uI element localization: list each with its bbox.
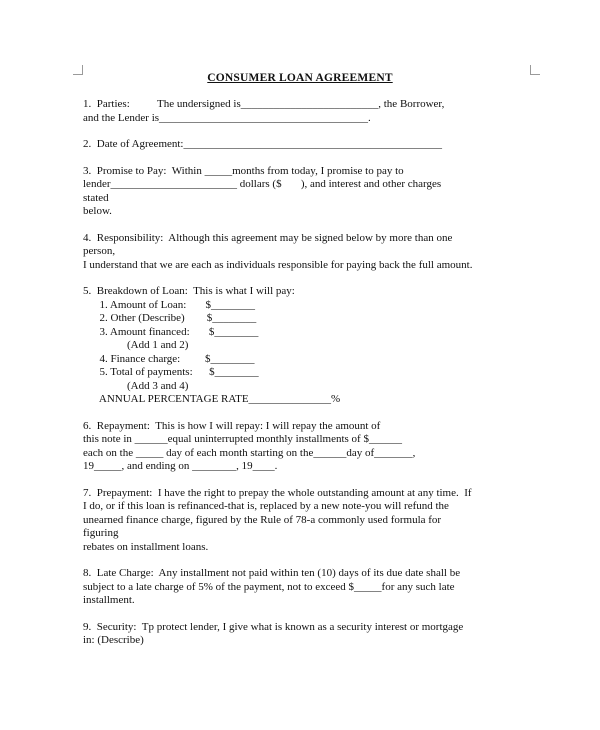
document-body bbox=[83, 98, 533, 648]
section-7 bbox=[83, 487, 533, 555]
section-1-line: 1. Parties: The undersigned is_________________________, the Borrower, bbox=[83, 98, 445, 110]
section-spacer bbox=[83, 272, 533, 285]
document-title: CONSUMER LOAN AGREEMENT bbox=[207, 72, 393, 84]
section-5-line: 4. Finance charge: $________ bbox=[83, 352, 255, 365]
section-spacer bbox=[83, 407, 533, 420]
section-3 bbox=[83, 165, 533, 219]
section-spacer bbox=[83, 152, 533, 165]
section-4-line: person, bbox=[83, 245, 116, 257]
section-2 bbox=[83, 138, 533, 152]
section-6-line: 19_____, and ending on ________, 19____. bbox=[83, 460, 278, 472]
section-6-line: this note in ______equal uninterrupted monthly installments of $______ bbox=[83, 433, 402, 445]
section-3-line: stated bbox=[83, 191, 109, 204]
section-5-line: 5. Breakdown of Loan: This is what I will pay: bbox=[83, 285, 295, 297]
section-6-line: each on the _____ day of each month starting on the______day of_______, bbox=[83, 446, 416, 459]
section-3-line: lender_______________________ dollars ($ ), and interest and other charges bbox=[83, 178, 442, 190]
section-9-line: 9. Security: Tp protect lender, I give what is known as a security interest or mortgage bbox=[83, 620, 464, 633]
section-4-line: 4. Responsibility: Although this agreement may be signed below by more than one bbox=[83, 231, 453, 244]
section-6 bbox=[83, 420, 533, 474]
section-4-line: I understand that we are each as individuals responsible for paying back the full amount. bbox=[83, 258, 473, 271]
section-7-line: figuring bbox=[83, 527, 119, 539]
section-3-line: 3. Promise to Pay: Within _____months from today, I promise to pay to bbox=[83, 164, 404, 177]
section-6-line: 6. Repayment: This is how I will repay: I will repay the amount of bbox=[83, 419, 381, 432]
section-7-line: I do, or if this loan is refinanced-that is, replaced by a new note-you will refund the bbox=[83, 500, 449, 512]
section-spacer bbox=[83, 554, 533, 567]
section-spacer bbox=[83, 219, 533, 232]
section-8-line: 8. Late Charge: Any installment not paid within ten (10) days of its due date shall be bbox=[83, 567, 461, 579]
section-1-line: and the Lender is______________________________________. bbox=[83, 111, 371, 124]
section-5-line: 2. Other (Describe) $________ bbox=[83, 312, 257, 324]
section-5-line: ANNUAL PERCENTAGE RATE_______________% bbox=[83, 393, 341, 405]
section-5-line: (Add 3 and 4) bbox=[83, 379, 189, 392]
section-9 bbox=[83, 621, 533, 648]
section-5-line: 3. Amount financed: $________ bbox=[83, 325, 259, 338]
section-9-line: in: (Describe) bbox=[83, 634, 144, 646]
section-4 bbox=[83, 232, 533, 273]
section-5 bbox=[83, 285, 533, 407]
section-3-line: below. bbox=[83, 205, 112, 217]
section-spacer bbox=[83, 474, 533, 487]
section-spacer bbox=[83, 608, 533, 621]
section-7-line: rebates on installment loans. bbox=[83, 540, 209, 553]
section-spacer bbox=[83, 125, 533, 138]
section-7-line: unearned finance charge, figured by the Rule of 78-a commonly used formula for bbox=[83, 513, 442, 526]
section-8 bbox=[83, 567, 533, 608]
document-title-wrap bbox=[0, 72, 600, 86]
section-1 bbox=[83, 98, 533, 125]
section-5-line: 5. Total of payments: $________ bbox=[83, 366, 259, 378]
section-8-line: installment. bbox=[83, 594, 135, 606]
section-2-line: 2. Date of Agreement:_______________________________________________ bbox=[83, 138, 442, 150]
section-5-line: 1. Amount of Loan: $________ bbox=[83, 298, 256, 311]
section-5-line: (Add 1 and 2) bbox=[83, 339, 189, 351]
section-8-line: subject to a late charge of 5% of the payment, not to exceed $_____for any such late bbox=[83, 580, 455, 593]
section-7-line: 7. Prepayment: I have the right to prepay the whole outstanding amount at any time. If bbox=[83, 486, 472, 499]
